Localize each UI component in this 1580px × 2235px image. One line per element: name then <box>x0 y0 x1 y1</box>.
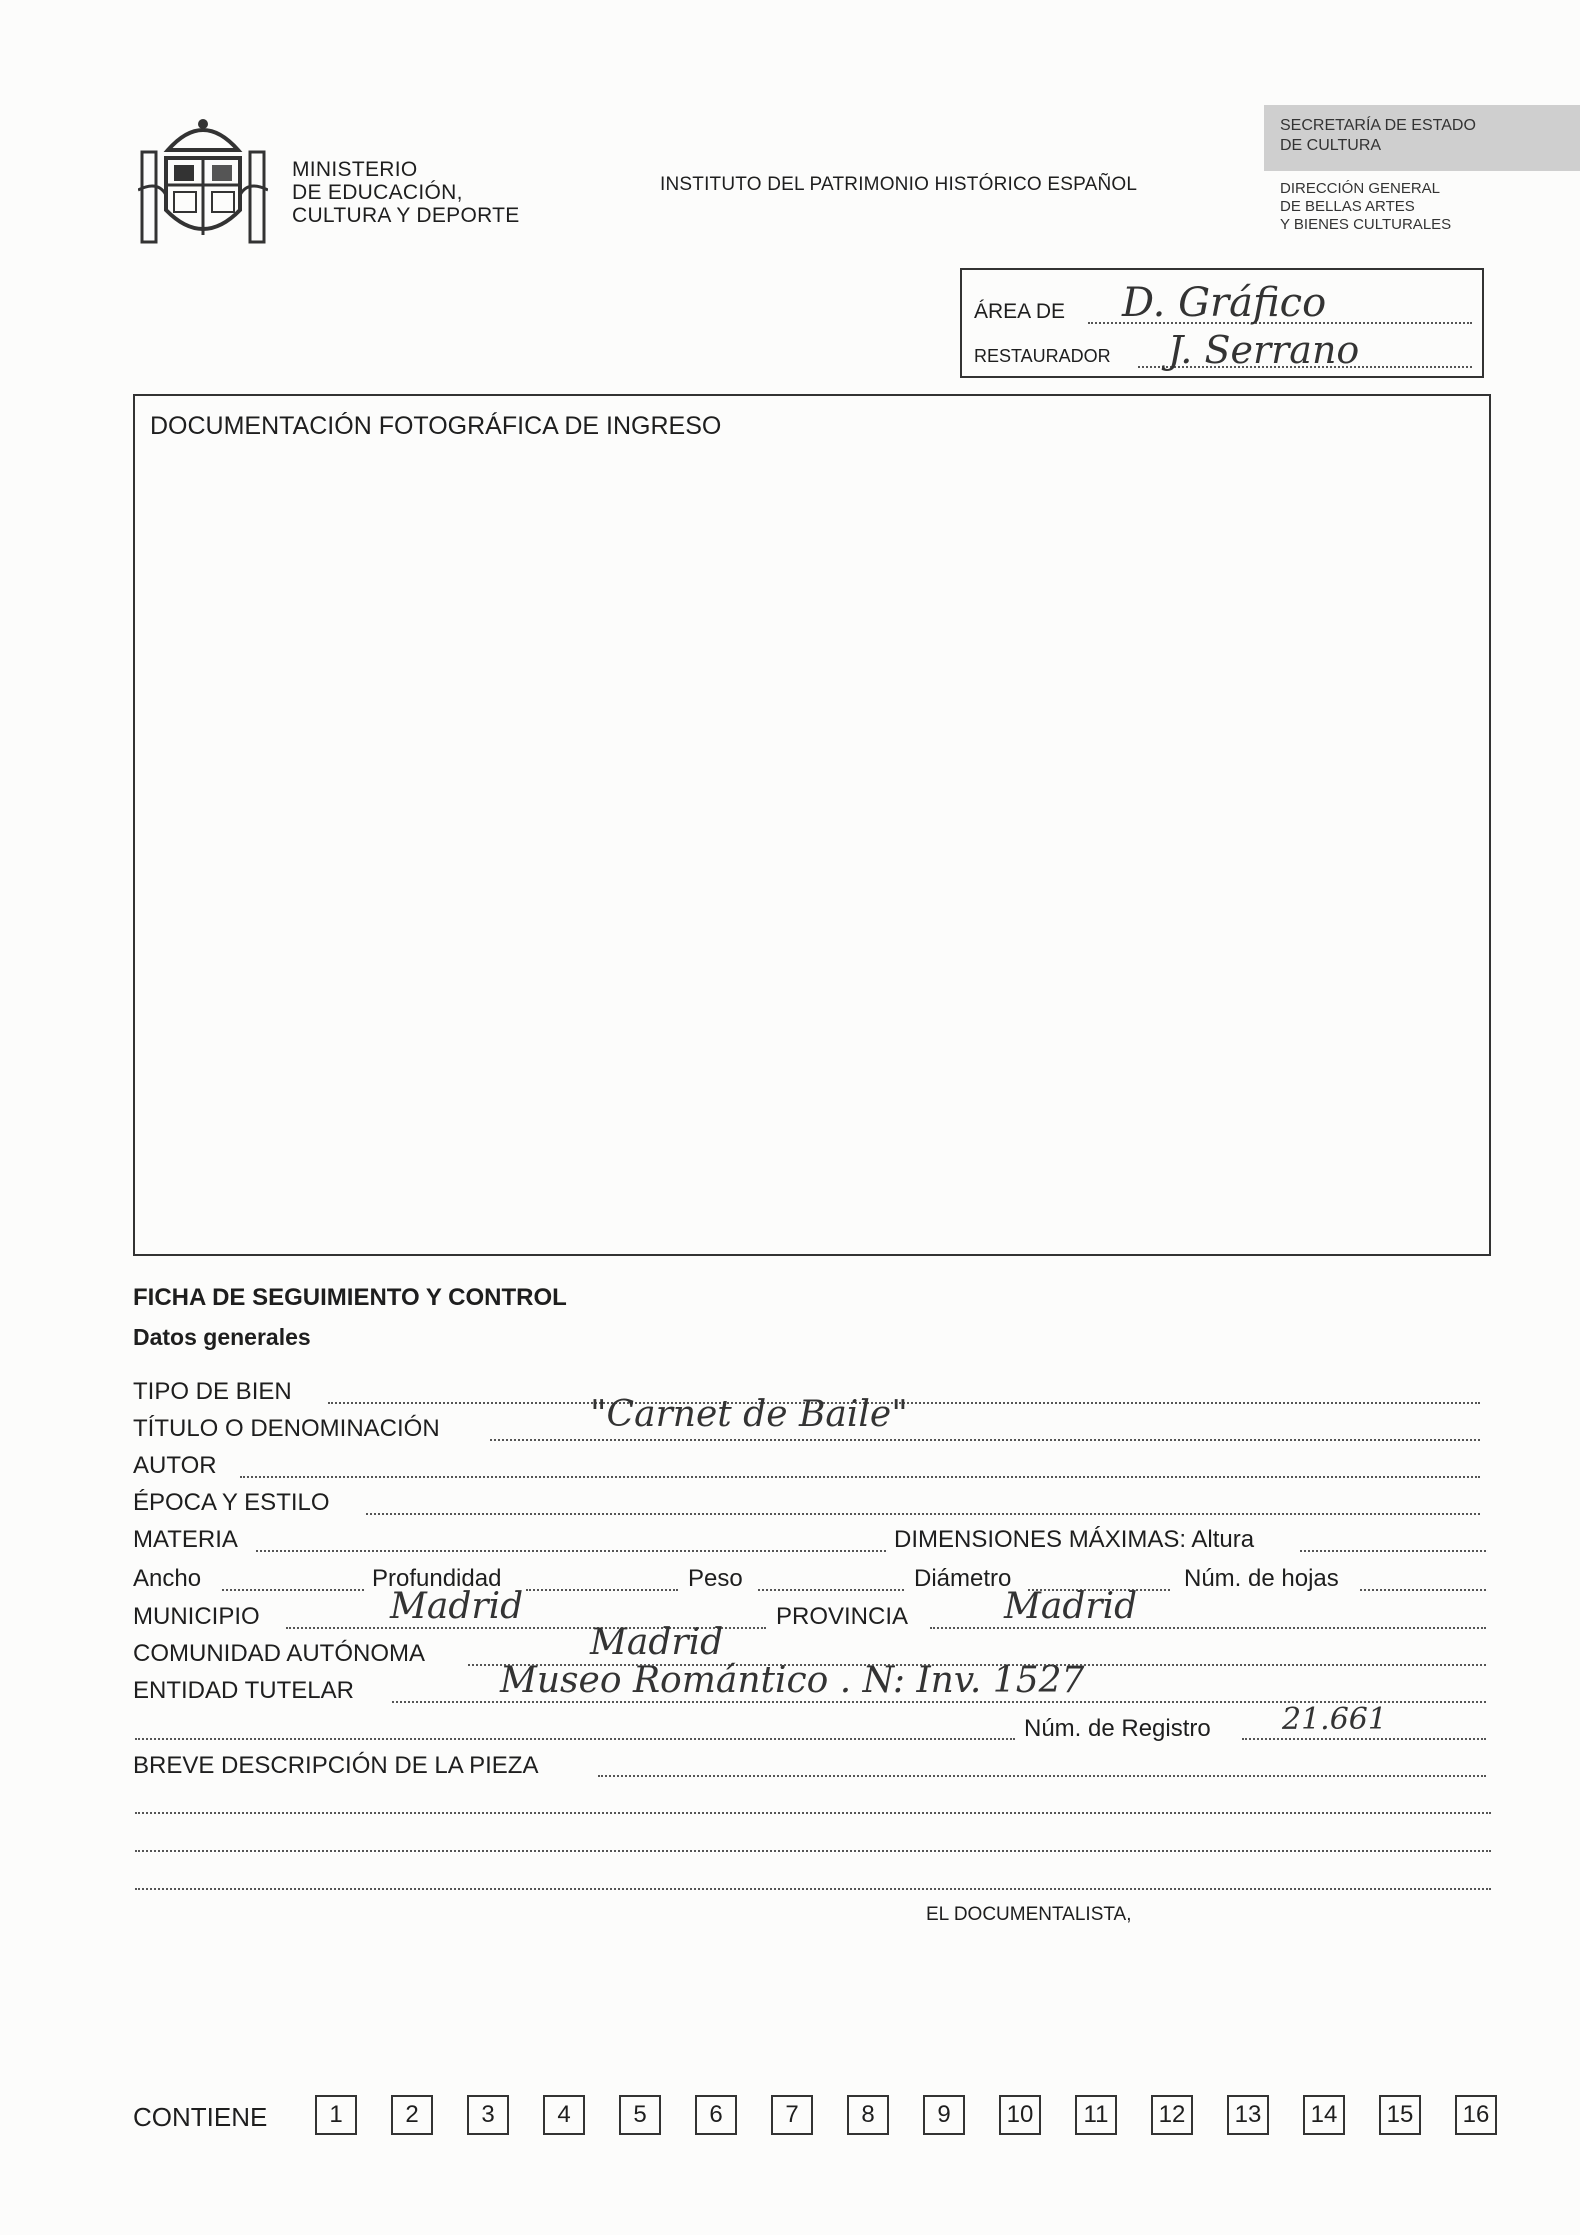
municipio-value: Madrid <box>390 1586 524 1627</box>
titulo-label: TÍTULO O DENOMINACIÓN <box>133 1415 440 1442</box>
ficha-title: FICHA DE SEGUIMIENTO Y CONTROL <box>133 1284 567 1311</box>
area-restaurador-box <box>960 268 1484 378</box>
entidad-value: Museo Romántico . N: Inv. 1527 <box>500 1660 1085 1701</box>
documentalista-label: EL DOCUMENTALISTA, <box>926 1904 1132 1925</box>
descripcion-line-1 <box>135 1812 1491 1814</box>
registro-label: Núm. de Registro <box>1024 1715 1211 1742</box>
dimensiones-label: DIMENSIONES MÁXIMAS: Altura <box>894 1526 1255 1553</box>
coat-of-arms-logo <box>138 110 268 250</box>
photo-documentation-box <box>133 394 1491 1256</box>
direccion-text: DIRECCIÓN GENERAL DE BELLAS ARTES Y BIENES CULTURALES <box>1280 180 1452 233</box>
contiene-box-6[interactable]: 6 <box>695 2095 737 2135</box>
tipo-label: TIPO DE BIEN <box>133 1378 292 1405</box>
contiene-box-3[interactable]: 3 <box>467 2095 509 2135</box>
contiene-box-2[interactable]: 2 <box>391 2095 433 2135</box>
descripcion-line-2 <box>135 1850 1491 1852</box>
restaurador-value: J. Serrano <box>1168 328 1360 372</box>
diametro-label: Diámetro <box>914 1565 1012 1592</box>
contiene-box-16[interactable]: 16 <box>1455 2095 1497 2135</box>
hojas-label: Núm. de hojas <box>1184 1565 1339 1592</box>
secretaria-text: SECRETARÍA DE ESTADO DE CULTURA <box>1280 117 1476 154</box>
epoca-label: ÉPOCA Y ESTILO <box>133 1489 330 1516</box>
contiene-box-13[interactable]: 13 <box>1227 2095 1269 2135</box>
contiene-box-14[interactable]: 14 <box>1303 2095 1345 2135</box>
contiene-box-9[interactable]: 9 <box>923 2095 965 2135</box>
contiene-box-12[interactable]: 12 <box>1151 2095 1193 2135</box>
contiene-box-7[interactable]: 7 <box>771 2095 813 2135</box>
restaurador-label: RESTAURADOR <box>974 346 1111 366</box>
area-label: ÁREA DE <box>974 300 1066 323</box>
autor-label: AUTOR <box>133 1452 217 1479</box>
contiene-box-15[interactable]: 15 <box>1379 2095 1421 2135</box>
descripcion-label: BREVE DESCRIPCIÓN DE LA PIEZA <box>133 1752 539 1779</box>
contiene-box-1[interactable]: 1 <box>315 2095 357 2135</box>
area-value: D. Gráfico <box>1122 280 1327 326</box>
institute-name: INSTITUTO DEL PATRIMONIO HISTÓRICO ESPAÑOL <box>660 174 1138 195</box>
ministry-name: MINISTERIO DE EDUCACIÓN, CULTURA Y DEPORTE <box>292 158 520 227</box>
peso-label: Peso <box>688 1565 743 1592</box>
contiene-box-5[interactable]: 5 <box>619 2095 661 2135</box>
registro-value: 21.661 <box>1282 1702 1387 1737</box>
contiene-label: CONTIENE <box>133 2102 268 2132</box>
profundidad-label: Profundidad <box>372 1565 502 1592</box>
materia-label: MATERIA <box>133 1526 238 1553</box>
ancho-label: Ancho <box>133 1565 202 1592</box>
entidad-label: ENTIDAD TUTELAR <box>133 1677 354 1704</box>
contiene-box-4[interactable]: 4 <box>543 2095 585 2135</box>
comunidad-label: COMUNIDAD AUTÓNOMA <box>133 1640 426 1667</box>
contiene-box-10[interactable]: 10 <box>999 2095 1041 2135</box>
comunidad-value: Madrid <box>590 1622 724 1663</box>
descripcion-line-3 <box>135 1888 1491 1890</box>
photo-section-title: DOCUMENTACIÓN FOTOGRÁFICA DE INGRESO <box>150 412 722 440</box>
contiene-box-11[interactable]: 11 <box>1075 2095 1117 2135</box>
ficha-subtitle: Datos generales <box>133 1324 311 1350</box>
titulo-value: "Carnet de Baile" <box>590 1394 908 1435</box>
provincia-value: Madrid <box>1004 1586 1138 1627</box>
contiene-box-8[interactable]: 8 <box>847 2095 889 2135</box>
provincia-label: PROVINCIA <box>776 1603 909 1630</box>
municipio-label: MUNICIPIO <box>133 1603 260 1630</box>
